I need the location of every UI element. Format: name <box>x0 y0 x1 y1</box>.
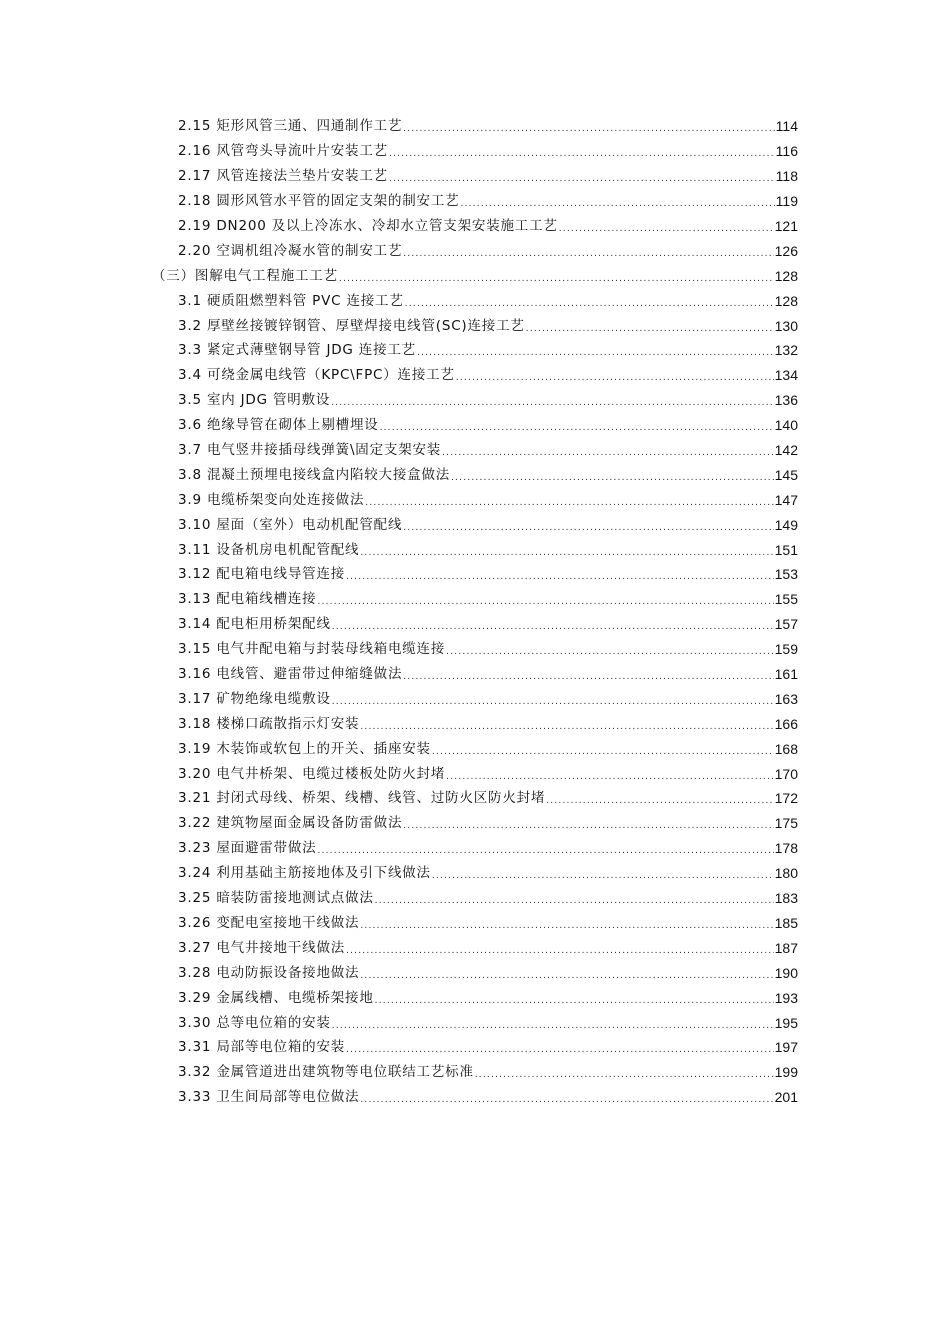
toc-page-number: 149 <box>774 516 798 533</box>
toc-page-number: 190 <box>774 964 798 981</box>
toc-dot-leader <box>460 195 774 213</box>
toc-entry[interactable] <box>0 562 950 587</box>
toc-dot-leader <box>403 817 773 835</box>
toc-page-number: 132 <box>774 342 798 359</box>
toc-page-number: 157 <box>774 616 798 633</box>
toc-entry-title: 3.28 电动防振设备接地做法 <box>178 964 360 981</box>
toc-entry[interactable] <box>0 288 950 313</box>
toc-entry-title: 3.25 暗装防雷接地测试点做法 <box>178 890 374 907</box>
toc-entry-title: 3.33 卫生间局部等电位做法 <box>178 1089 360 1106</box>
toc-entry[interactable] <box>0 338 950 363</box>
toc-entry[interactable] <box>0 238 950 263</box>
toc-dot-leader <box>403 668 773 686</box>
toc-page-number: 128 <box>774 267 798 284</box>
toc-dot-leader <box>360 917 773 935</box>
toc-entry[interactable] <box>0 1035 950 1060</box>
toc-page-number: 142 <box>774 442 798 459</box>
toc-entry[interactable] <box>0 1010 950 1035</box>
toc-entry[interactable] <box>0 836 950 861</box>
toc-entry[interactable] <box>0 537 950 562</box>
toc-dot-leader <box>380 419 774 437</box>
toc-page-number: 119 <box>775 193 798 210</box>
toc-entry-title: 3.8 混凝土预埋电接线盒内陷较大接盒做法 <box>178 466 451 483</box>
toc-dot-leader <box>331 394 773 412</box>
toc-entry-title: 3.3 紧定式薄壁钢导管 JDG 连接工艺 <box>178 342 416 359</box>
toc-entry-title: 3.23 屋面避雷带做法 <box>178 840 317 857</box>
toc-page-number: 170 <box>774 765 798 782</box>
toc-entry[interactable] <box>0 960 950 985</box>
toc-page-number: 153 <box>774 566 798 583</box>
toc-dot-leader <box>360 967 773 985</box>
toc-page-number: 166 <box>774 715 798 732</box>
toc-page-number: 195 <box>774 1014 798 1031</box>
toc-dot-leader <box>317 593 773 611</box>
toc-entry[interactable] <box>0 487 950 512</box>
toc-entry[interactable] <box>0 686 950 711</box>
toc-dot-leader <box>475 1066 774 1084</box>
toc-page-number: 126 <box>774 242 798 259</box>
toc-entry[interactable] <box>0 438 950 463</box>
toc-page-number: 185 <box>774 914 798 931</box>
toc-page-number: 134 <box>774 367 798 384</box>
toc-entry[interactable] <box>0 413 950 438</box>
toc-entry-title: 3.30 总等电位箱的安装 <box>178 1014 331 1031</box>
toc-entry-title: 3.13 配电箱线槽连接 <box>178 591 317 608</box>
toc-page-number: 187 <box>774 939 798 956</box>
toc-entry[interactable] <box>0 189 950 214</box>
toc-entry[interactable] <box>0 363 950 388</box>
toc-entry-title: 2.20 空调机组冷凝水管的制安工艺 <box>178 242 403 259</box>
toc-page-number: 140 <box>774 417 798 434</box>
toc-dot-leader <box>446 768 773 786</box>
toc-entry-title: 3.7 电气竖井接插母线弹簧\固定支架安装 <box>178 442 442 459</box>
toc-entry-title: 3.16 电线管、避雷带过伸缩缝做法 <box>178 666 403 683</box>
toc-page-number: 147 <box>774 491 798 508</box>
toc-dot-leader <box>559 220 774 238</box>
toc-entry[interactable] <box>0 935 950 960</box>
toc-entry[interactable] <box>0 637 950 662</box>
toc-entry-title: 2.17 风管连接法兰垫片安装工艺 <box>178 168 388 185</box>
toc-entry[interactable] <box>0 313 950 338</box>
toc-page-number: 118 <box>775 168 798 185</box>
toc-page-number: 159 <box>774 641 798 658</box>
toc-entry[interactable] <box>0 114 950 139</box>
toc-entry[interactable] <box>0 214 950 239</box>
toc-entry-title: 3.5 室内 JDG 管明敷设 <box>178 392 331 409</box>
toc-page-number: 155 <box>774 591 798 608</box>
toc-entry-title: 3.15 电气井配电箱与封装母线箱电缆连接 <box>178 641 446 658</box>
toc-entry[interactable] <box>0 662 950 687</box>
toc-entry[interactable] <box>0 462 950 487</box>
toc-dot-leader <box>317 842 773 860</box>
toc-entry-title: 3.4 可绕金属电线管（KPC\FPC）连接工艺 <box>178 367 455 384</box>
toc-dot-leader <box>389 145 775 163</box>
toc-dot-leader <box>346 942 774 960</box>
toc-dot-leader <box>346 1041 774 1059</box>
toc-page-number: 136 <box>774 392 798 409</box>
toc-entry-title: 3.6 绝缘导管在砌体上剔槽埋设 <box>178 417 379 434</box>
toc-entry-title: 3.9 电缆桥架变向处连接做法 <box>178 491 365 508</box>
toc-page-number: 178 <box>774 840 798 857</box>
toc-page-number: 201 <box>774 1089 798 1106</box>
toc-entry-title: 3.2 厚壁丝接镀锌钢管、厚壁焊接电线管(SC)连接工艺 <box>178 317 525 334</box>
toc-page-number: 121 <box>774 218 798 234</box>
toc-dot-leader <box>346 568 774 586</box>
toc-dot-leader <box>405 295 774 313</box>
toc-entry[interactable] <box>0 164 950 189</box>
toc-entry-title: 2.18 圆形风管水平管的固定支架的制安工艺 <box>178 193 460 210</box>
toc-page-number: 114 <box>775 118 798 135</box>
toc-dot-leader <box>442 444 774 462</box>
toc-dot-leader <box>332 618 774 636</box>
toc-entry[interactable] <box>0 711 950 736</box>
toc-entry-title: 3.26 变配电室接地干线做法 <box>178 914 360 931</box>
toc-entry[interactable] <box>0 512 950 537</box>
toc-page-number: 130 <box>774 317 798 334</box>
toc-dot-leader <box>403 120 774 138</box>
toc-page-number: 172 <box>774 790 798 807</box>
toc-entry[interactable] <box>0 1085 950 1110</box>
toc-page-number: 193 <box>774 989 798 1006</box>
toc-entry[interactable] <box>0 911 950 936</box>
toc-page-number: 151 <box>774 541 798 558</box>
toc-page-number: 175 <box>774 815 798 832</box>
toc-page-number: 168 <box>774 740 798 757</box>
toc-page-number: 145 <box>774 466 798 483</box>
toc-dot-leader <box>375 892 774 910</box>
toc-page-number: 116 <box>775 143 798 160</box>
toc-entry-title: 3.32 金属管道进出建筑物等电位联结工艺标准 <box>178 1064 474 1081</box>
toc-page-number: 161 <box>774 666 798 683</box>
toc-section-heading[interactable] <box>0 263 950 288</box>
toc-dot-leader <box>339 270 774 288</box>
toc-entry-title: 3.19 木装饰或软包上的开关、插座安装 <box>178 740 431 757</box>
toc-dot-leader <box>446 643 773 661</box>
toc-entry-title: （三）图解电气工程施工工艺 <box>152 267 338 284</box>
toc-dot-leader <box>456 369 774 387</box>
toc-entry[interactable] <box>0 139 950 164</box>
toc-entry-title: 3.1 硬质阻燃塑料管 PVC 连接工艺 <box>178 292 404 309</box>
toc-entry[interactable] <box>0 612 950 637</box>
toc-entry-title: 3.21 封闭式母线、桥架、线槽、线管、过防火区防火封堵 <box>178 790 546 807</box>
toc-dot-leader <box>360 718 773 736</box>
toc-entry-title: 3.27 电气井接地干线做法 <box>178 939 346 956</box>
toc-entry-title: 3.17 矿物绝缘电缆敷设 <box>178 690 331 707</box>
toc-dot-leader <box>365 494 773 512</box>
toc-entry[interactable] <box>0 786 950 811</box>
toc-dot-leader <box>526 320 774 338</box>
toc-page-number: 183 <box>774 890 798 907</box>
toc-entry-title: 3.29 金属线槽、电缆桥架接地 <box>178 989 374 1006</box>
toc-entry-title: 3.11 设备机房电机配管配线 <box>178 541 360 558</box>
toc-entry-title: 2.19 DN200 及以上冷冻水、冷却水立管支架安装施工工艺 <box>178 218 558 234</box>
toc-entry[interactable] <box>0 811 950 836</box>
toc-entry-title: 3.20 电气井桥架、电缆过楼板处防火封堵 <box>178 765 446 782</box>
toc-dot-leader <box>546 792 773 810</box>
toc-dot-leader <box>332 1017 774 1035</box>
toc-dot-leader <box>332 693 774 711</box>
toc-entry-title: 2.15 矩形风管三通、四通制作工艺 <box>178 118 403 135</box>
toc-entry-title: 2.16 风管弯头导流叶片安装工艺 <box>178 143 388 160</box>
toc-entry-title: 3.10 屋面（室外）电动机配管配线 <box>178 516 403 533</box>
toc-entry-title: 3.14 配电柜用桥架配线 <box>178 616 331 633</box>
toc-entry-title: 3.31 局部等电位箱的安装 <box>178 1039 346 1056</box>
toc-dot-leader <box>432 743 774 761</box>
toc-entry[interactable] <box>0 861 950 886</box>
toc-entry-title: 3.12 配电箱电线导管连接 <box>178 566 346 583</box>
toc-entry[interactable] <box>0 1060 950 1085</box>
toc-page-number: 199 <box>774 1064 798 1081</box>
toc-entry[interactable] <box>0 587 950 612</box>
toc-dot-leader <box>417 344 774 362</box>
toc-entry-title: 3.22 建筑物屋面金属设备防雷做法 <box>178 815 403 832</box>
toc-dot-leader <box>389 170 775 188</box>
toc-page-number: 180 <box>774 865 798 882</box>
toc-dot-leader <box>432 867 774 885</box>
toc-entry[interactable] <box>0 388 950 413</box>
toc-dot-leader <box>360 544 773 562</box>
toc-dot-leader <box>403 245 773 263</box>
toc-dot-leader <box>375 992 774 1010</box>
toc-entry-title: 3.24 利用基础主筋接地体及引下线做法 <box>178 865 431 882</box>
table-of-contents <box>0 114 950 1110</box>
toc-page-number: 197 <box>774 1039 798 1056</box>
toc-entry[interactable] <box>0 761 950 786</box>
toc-entry-title: 3.18 楼梯口疏散指示灯安装 <box>178 715 360 732</box>
toc-entry[interactable] <box>0 736 950 761</box>
toc-dot-leader <box>360 1091 773 1109</box>
toc-entry[interactable] <box>0 985 950 1010</box>
toc-entry[interactable] <box>0 886 950 911</box>
toc-dot-leader <box>403 519 773 537</box>
toc-page-number: 163 <box>774 690 798 707</box>
toc-page-number: 128 <box>774 292 798 309</box>
toc-dot-leader <box>451 469 774 487</box>
